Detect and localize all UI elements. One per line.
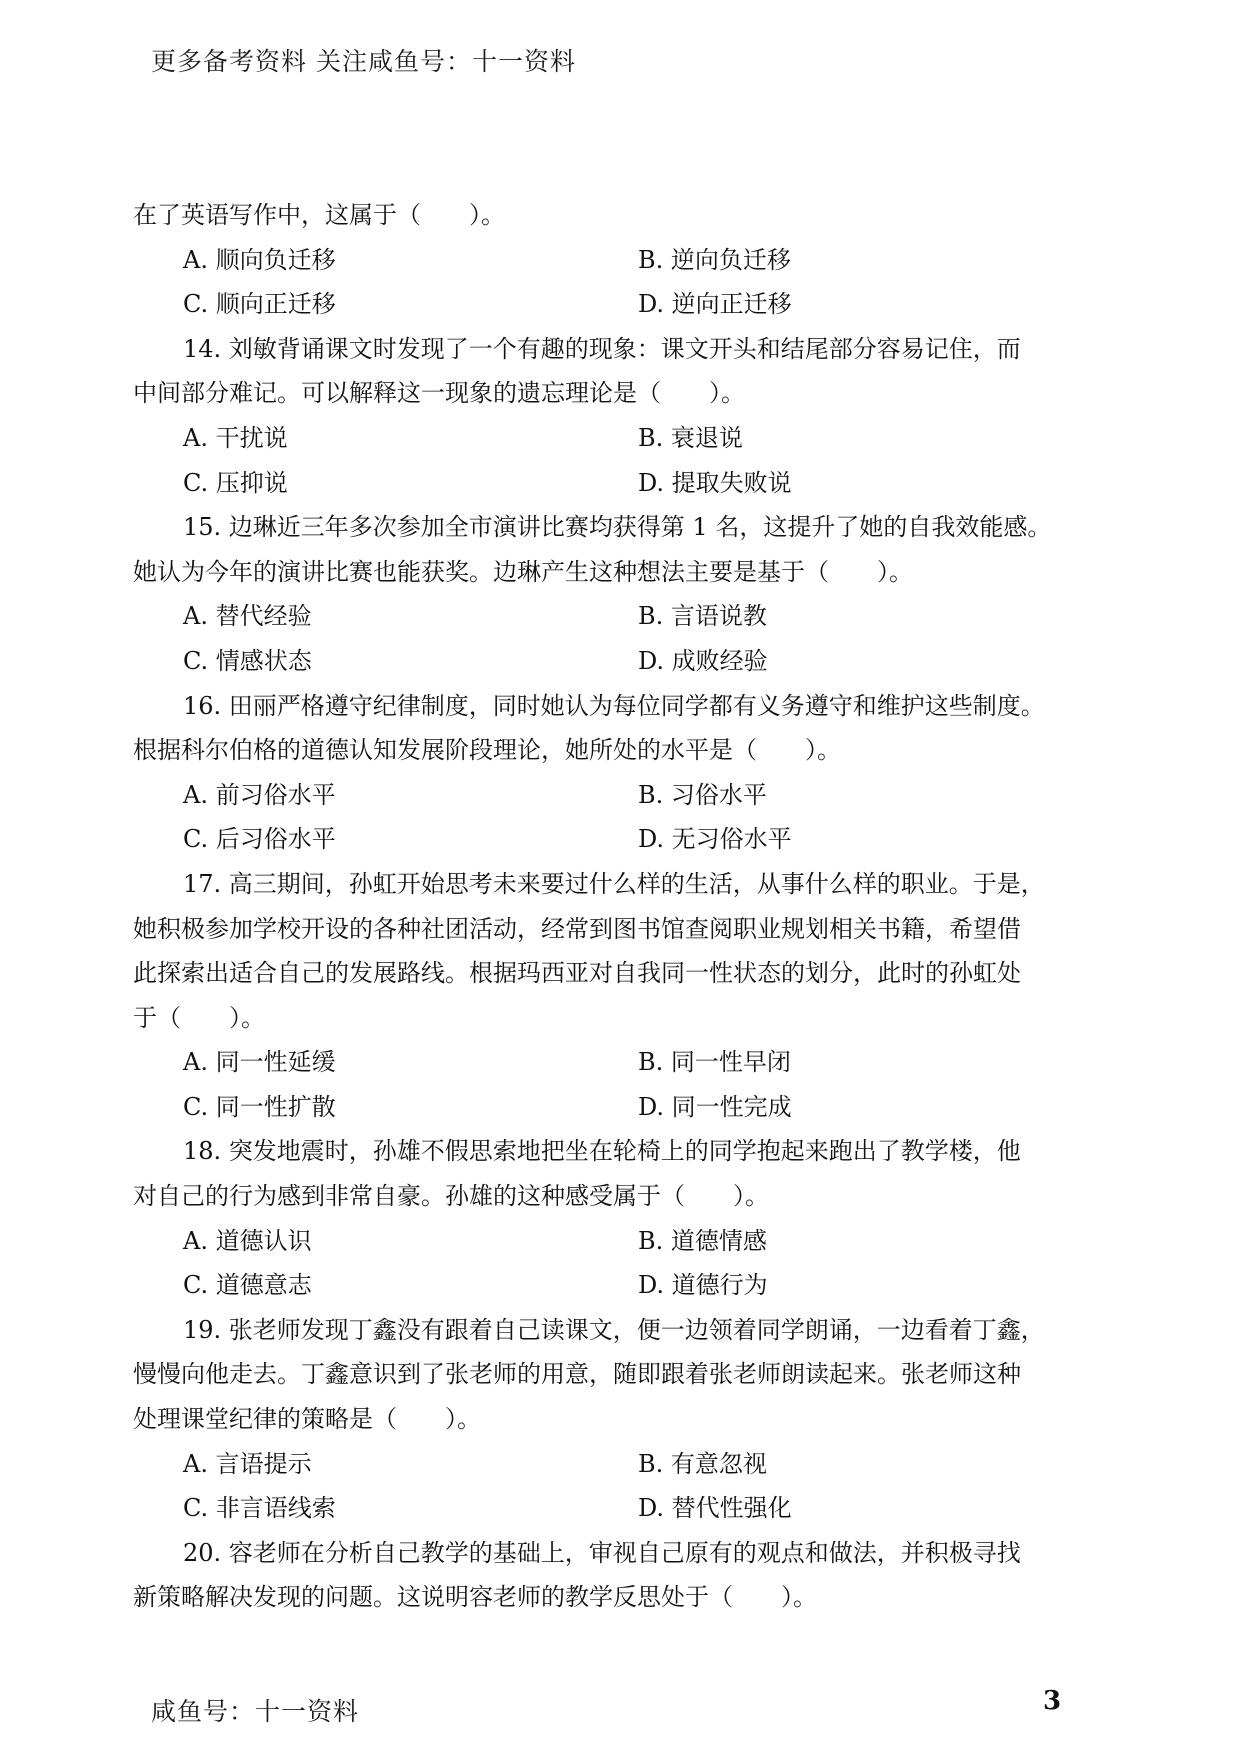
question-14 [133,327,1068,505]
option-a[interactable]: A. 道德认识 [183,1226,312,1255]
question-13-options-row-2 [133,282,1068,327]
option-d[interactable]: D. 无习俗水平 [638,825,792,854]
option-c[interactable]: C. 同一性扩散 [183,1092,336,1121]
question-15-options-row-1 [133,594,1068,639]
question-20-text-line-2: 新策略解决发现的问题。这说明容老师的教学反思处于（ ）。 [133,1583,817,1612]
question-17-options-row-1 [133,1040,1068,1085]
page-number: 3 [1043,1686,1062,1716]
question-17-text-line-2: 她积极参加学校开设的各种社团活动，经常到图书馆查阅职业规划相关书籍，希望借 [133,914,1021,943]
option-d[interactable]: D. 逆向正迁移 [638,290,792,319]
question-16-text-line-1: 16. 田丽严格遵守纪律制度，同时她认为每位同学都有义务遵守和维护这些制度。 [183,691,1045,720]
option-a[interactable]: A. 干扰说 [183,423,288,452]
option-b[interactable]: B. 言语说教 [638,602,767,631]
option-a[interactable]: A. 前习俗水平 [183,780,336,809]
question-13-options-row-1 [133,238,1068,283]
question-19-text-line-2: 慢慢向他走去。丁鑫意识到了张老师的用意，随即跟着张老师朗读起来。张老师这种 [133,1360,1021,1389]
option-c[interactable]: C. 后习俗水平 [183,825,336,854]
question-13 [133,193,1068,327]
question-20 [133,1531,1068,1620]
option-d[interactable]: D. 道德行为 [638,1271,768,1300]
question-19-options-row-1 [133,1442,1068,1487]
option-c[interactable]: C. 压抑说 [183,468,288,497]
option-a[interactable]: A. 言语提示 [183,1449,312,1478]
question-17 [133,862,1068,1130]
option-c[interactable]: C. 情感状态 [183,646,312,675]
option-b[interactable]: B. 同一性早闭 [638,1048,791,1077]
question-20-text-line-1: 20. 容老师在分析自己教学的基础上，审视自己原有的观点和做法，并积极寻找 [183,1538,1021,1567]
option-a[interactable]: A. 顺向负迁移 [183,245,336,274]
option-b[interactable]: B. 逆向负迁移 [638,245,791,274]
option-a[interactable]: A. 同一性延缓 [183,1048,336,1077]
question-19-options-row-2 [133,1486,1068,1531]
header-note: 更多备考资料 关注咸鱼号：十一资料 [151,47,576,76]
option-b[interactable]: B. 道德情感 [638,1226,767,1255]
option-b[interactable]: B. 有意忽视 [638,1449,767,1478]
question-16-options-row-1 [133,773,1068,818]
option-d[interactable]: D. 提取失败说 [638,468,792,497]
question-18-options-row-2 [133,1263,1068,1308]
question-17-text-line-1: 17. 高三期间，孙虹开始思考未来要过什么样的生活，从事什么样的职业。于是， [183,869,1045,898]
question-14-text-line-1: 14. 刘敏背诵课文时发现了一个有趣的现象：课文开头和结尾部分容易记住，而 [183,334,1021,363]
option-a[interactable]: A. 替代经验 [183,602,312,631]
question-13-text-tail: 在了英语写作中，这属于（ ）。 [133,201,505,229]
option-d[interactable]: D. 替代性强化 [638,1494,792,1523]
question-19 [133,1308,1068,1531]
question-15-text-line-2: 她认为今年的演讲比赛也能获奖。边琳产生这种想法主要是基于（ ）。 [133,557,913,586]
option-c[interactable]: C. 道德意志 [183,1271,312,1300]
question-19-text-line-1: 19. 张老师发现丁鑫没有跟着自己读课文，便一边领着同学朗诵，一边看着丁鑫， [183,1315,1045,1344]
question-19-text-line-3: 处理课堂纪律的策略是（ ）。 [133,1405,481,1434]
question-16 [133,684,1068,862]
question-17-text-line-3: 此探索出适合自己的发展路线。根据玛西亚对自我同一性状态的划分，此时的孙虹处 [133,959,1021,988]
question-17-text-line-4: 于（ ）。 [133,1003,265,1032]
question-17-options-row-2 [133,1085,1068,1130]
question-14-text-line-2: 中间部分难记。可以解释这一现象的遗忘理论是（ ）。 [133,379,745,408]
option-c[interactable]: C. 顺向正迁移 [183,290,336,319]
footer-note: 咸鱼号：十一资料 [151,1697,360,1726]
question-15-text-line-1: 15. 边琳近三年多次参加全市演讲比赛均获得第 1 名，这提升了她的自我效能感。 [183,513,1052,542]
question-16-options-row-2 [133,817,1068,862]
option-b[interactable]: B. 衰退说 [638,423,743,452]
option-c[interactable]: C. 非言语线索 [183,1494,336,1523]
question-14-options-row-2 [133,461,1068,506]
exam-content [133,193,1068,1620]
question-15-options-row-2 [133,639,1068,684]
question-18-text-line-1: 18. 突发地震时，孙雄不假思索地把坐在轮椅上的同学抱起来跑出了教学楼，他 [183,1137,1021,1166]
question-18-text-line-2: 对自己的行为感到非常自豪。孙雄的这种感受属于（ ）。 [133,1182,769,1211]
option-d[interactable]: D. 同一性完成 [638,1092,792,1121]
option-d[interactable]: D. 成败经验 [638,646,768,675]
question-18 [133,1129,1068,1307]
question-14-options-row-1 [133,416,1068,461]
question-15 [133,505,1068,683]
question-18-options-row-1 [133,1219,1068,1264]
question-16-text-line-2: 根据科尔伯格的道德认知发展阶段理论，她所处的水平是（ ）。 [133,736,841,765]
option-b[interactable]: B. 习俗水平 [638,780,767,809]
